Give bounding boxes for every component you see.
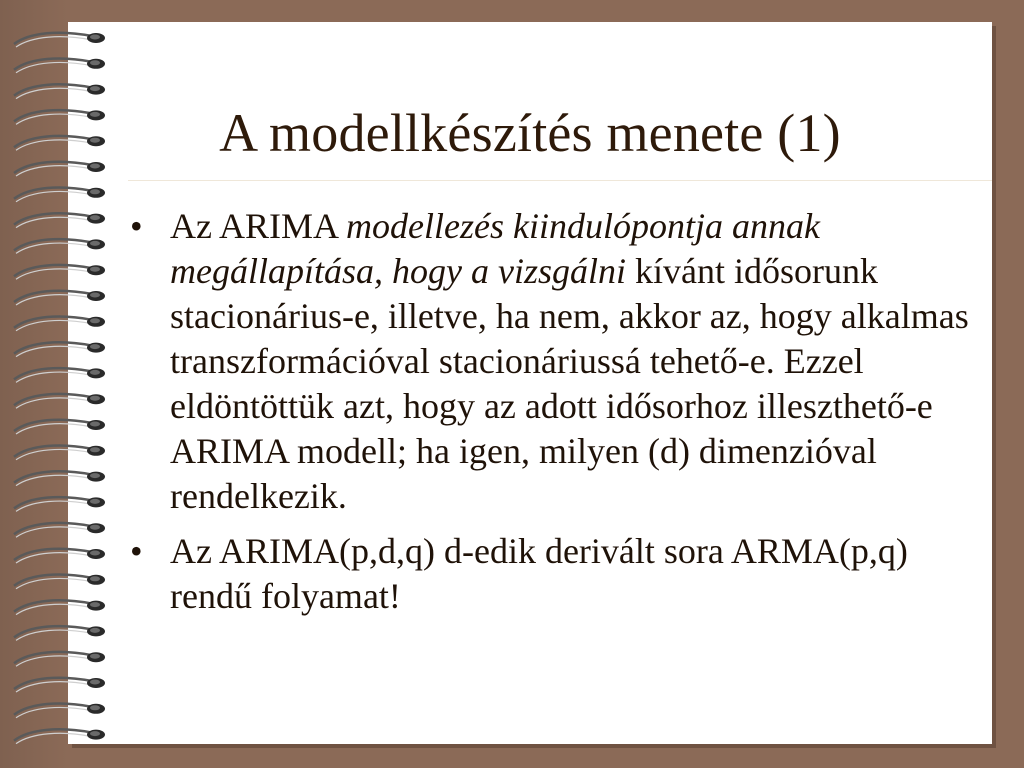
bullet-icon: •	[130, 531, 143, 571]
binding-ring	[14, 394, 105, 408]
binding-ring	[14, 162, 105, 176]
binding-ring	[14, 239, 105, 253]
bullet-1-lead: Az ARIMA	[170, 206, 347, 246]
binding-ring	[14, 523, 105, 537]
bullet-item-2	[130, 529, 980, 619]
spiral-binding-icon	[0, 0, 120, 768]
binding-ring	[14, 342, 105, 356]
binding-ring	[14, 84, 105, 98]
binding-ring	[14, 213, 105, 227]
notebook-page	[68, 22, 992, 744]
binding-ring	[14, 652, 105, 666]
binding-ring	[14, 33, 105, 47]
binding-ring	[14, 446, 105, 460]
binding-ring	[14, 600, 105, 614]
binding-ring	[14, 678, 105, 692]
binding-ring	[14, 59, 105, 73]
bullet-1-italic: modellezés kiindulópontja annak megállapítása, hogy a vizsgálni	[170, 206, 820, 291]
title-divider	[128, 180, 992, 181]
bullet-icon: •	[130, 206, 143, 246]
binding-ring	[14, 729, 105, 743]
binding-ring	[14, 471, 105, 485]
binding-ring	[14, 188, 105, 202]
binding-ring	[14, 317, 105, 331]
binding-ring	[14, 549, 105, 563]
bullet-1-rest: kívánt idősorunk stacionárius-e, illetve, ha nem, akkor az, hogy alkalmas transzformációval stacionáriussá tehető-e. Ezzel eldöntöttük azt, hogy az adott idősorhoz illeszthető-e ARIMA modell; ha igen, milyen (d) dimenzióval rendelkezik.	[170, 251, 969, 516]
bullet-list	[130, 204, 980, 629]
binding-ring	[14, 136, 105, 150]
binding-ring	[14, 110, 105, 124]
binding-ring	[14, 265, 105, 279]
binding-ring	[14, 704, 105, 718]
binding-ring	[14, 626, 105, 640]
binding-ring	[14, 291, 105, 305]
binding-ring	[14, 368, 105, 382]
binding-ring	[14, 497, 105, 511]
binding-ring	[14, 575, 105, 589]
bullet-item-1	[130, 204, 980, 519]
binding-ring	[14, 420, 105, 434]
slide-title: A modellkészítés menete (1)	[219, 103, 841, 163]
bullet-2-text: Az ARIMA(p,d,q) d-edik derivált sora ARMA(p,q) rendű folyamat!	[170, 531, 908, 616]
